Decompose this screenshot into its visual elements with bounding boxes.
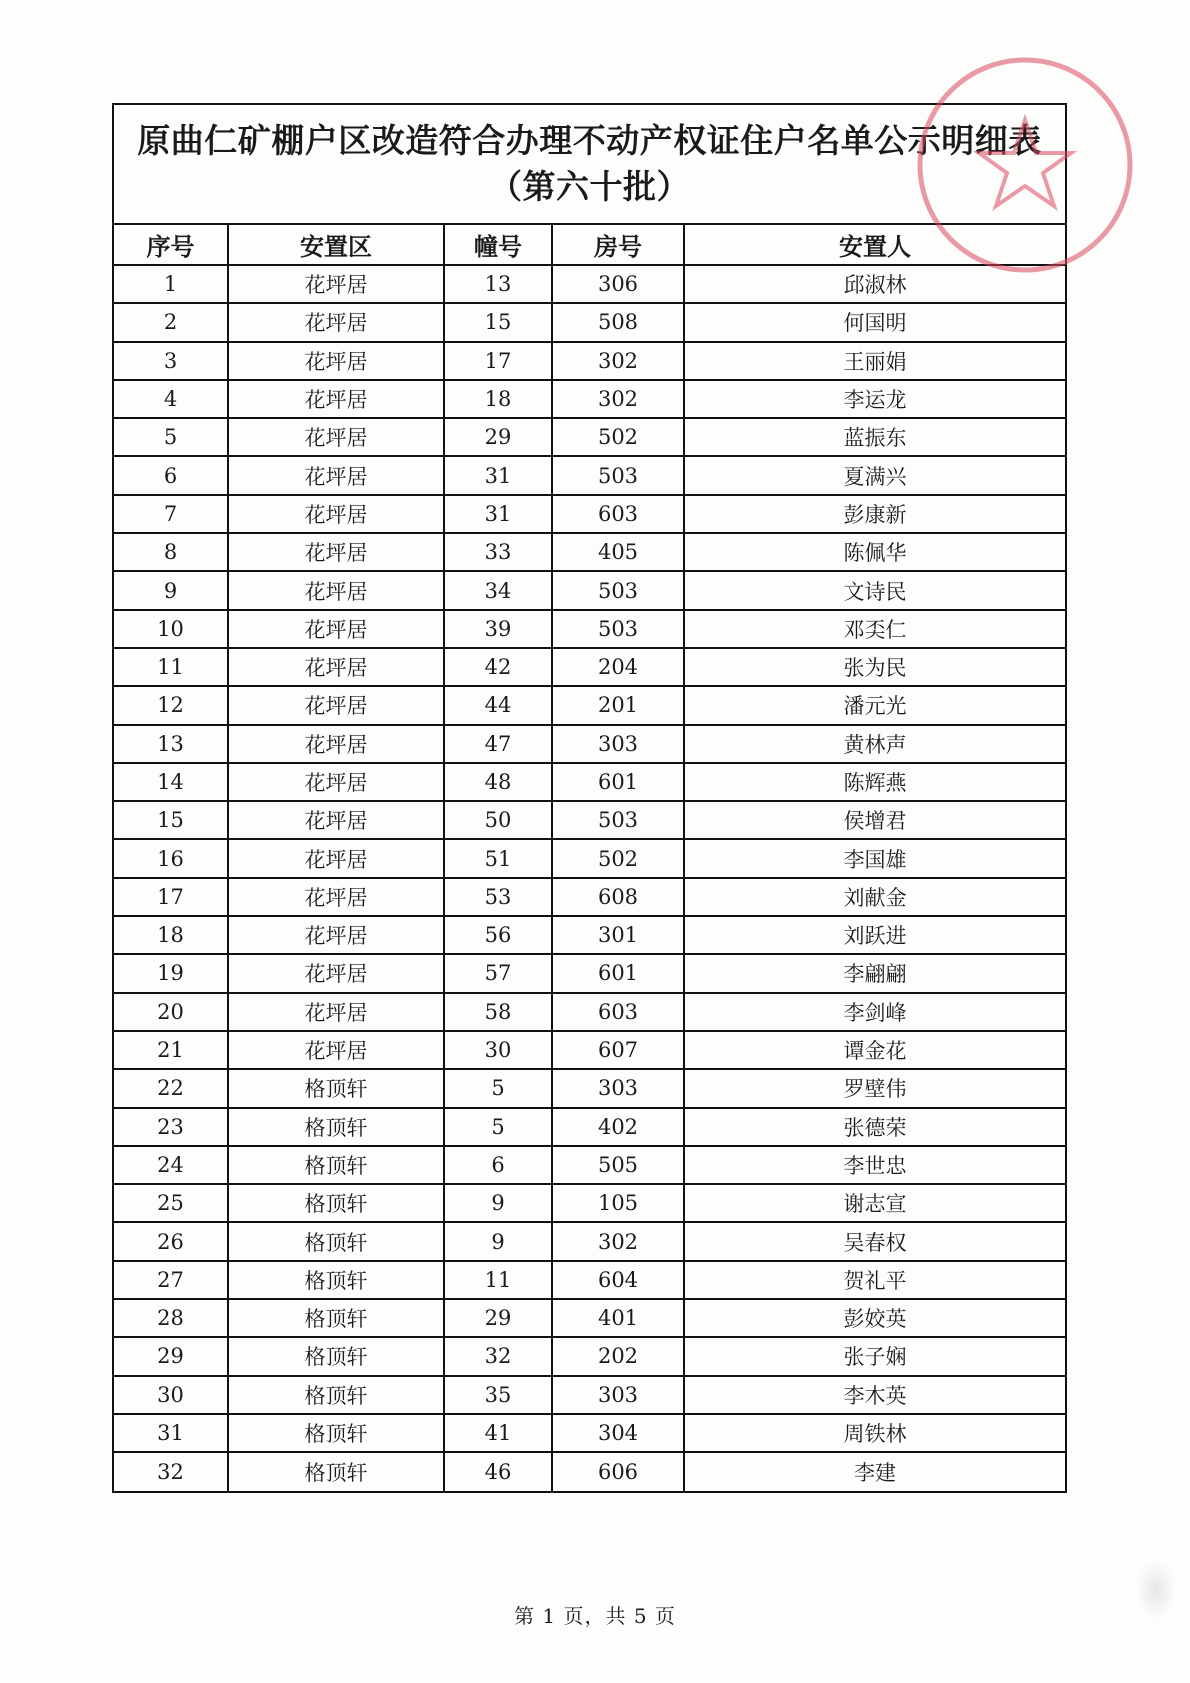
table-row — [114, 993, 1065, 1031]
resident-name-cell: 潘元光 — [684, 686, 1065, 724]
building-number-cell: 35 — [444, 1376, 552, 1414]
building-number-cell: 30 — [444, 1031, 552, 1069]
building-number-cell: 44 — [444, 686, 552, 724]
resettlement-area-cell: 格顶轩 — [228, 1376, 444, 1414]
building-number-cell: 47 — [444, 725, 552, 763]
room-number-cell: 202 — [552, 1337, 684, 1375]
table-row — [114, 342, 1065, 380]
resident-name-cell: 黄林声 — [684, 725, 1065, 763]
table-row — [114, 801, 1065, 839]
room-number-cell: 302 — [552, 342, 684, 380]
resident-name-cell: 张为民 — [684, 648, 1065, 686]
building-number-cell: 29 — [444, 1299, 552, 1337]
column-header: 幢号 — [444, 225, 552, 265]
resident-name-cell: 夏满兴 — [684, 456, 1065, 494]
building-number-cell: 9 — [444, 1222, 552, 1260]
roster-table — [114, 225, 1065, 1491]
table-row — [114, 648, 1065, 686]
resettlement-area-cell: 花坪居 — [228, 763, 444, 801]
building-number-cell: 9 — [444, 1184, 552, 1222]
resettlement-area-cell: 花坪居 — [228, 303, 444, 341]
room-number-cell: 105 — [552, 1184, 684, 1222]
room-number-cell: 604 — [552, 1261, 684, 1299]
table-row — [114, 686, 1065, 724]
resettlement-area-cell: 花坪居 — [228, 725, 444, 763]
resettlement-area-cell: 花坪居 — [228, 954, 444, 992]
row-index-cell: 22 — [114, 1069, 228, 1107]
building-number-cell: 31 — [444, 456, 552, 494]
table-row — [114, 1031, 1065, 1069]
building-number-cell: 32 — [444, 1337, 552, 1375]
row-index-cell: 27 — [114, 1261, 228, 1299]
row-index-cell: 31 — [114, 1414, 228, 1452]
resettlement-area-cell: 花坪居 — [228, 380, 444, 418]
row-index-cell: 26 — [114, 1222, 228, 1260]
room-number-cell: 303 — [552, 1069, 684, 1107]
building-number-cell: 39 — [444, 610, 552, 648]
resident-name-cell: 侯增君 — [684, 801, 1065, 839]
resettlement-area-cell: 格顶轩 — [228, 1069, 444, 1107]
resident-name-cell: 李建 — [854, 1460, 896, 1485]
room-number-cell: 306 — [552, 265, 684, 303]
table-row — [114, 725, 1065, 763]
row-index-cell: 25 — [114, 1184, 228, 1222]
room-number-cell: 503 — [552, 456, 684, 494]
room-number-cell: 503 — [552, 610, 684, 648]
resident-name-cell: 刘跃进 — [684, 916, 1065, 954]
building-number-cell: 48 — [444, 763, 552, 801]
row-index-cell: 23 — [114, 1108, 228, 1146]
resident-name-cell: 刘献金 — [684, 878, 1065, 916]
building-number-cell: 15 — [444, 303, 552, 341]
resettlement-area-cell: 格顶轩 — [228, 1108, 444, 1146]
row-index-cell: 15 — [114, 801, 228, 839]
table-row — [114, 916, 1065, 954]
resettlement-area-cell: 花坪居 — [228, 610, 444, 648]
row-index-cell: 20 — [114, 993, 228, 1031]
table-row — [114, 571, 1065, 609]
room-number-cell: 303 — [552, 1376, 684, 1414]
resettlement-area-cell: 花坪居 — [228, 456, 444, 494]
row-index-cell: 19 — [114, 954, 228, 992]
table-row — [114, 878, 1065, 916]
building-number-cell: 17 — [444, 342, 552, 380]
resettlement-area-cell: 格顶轩 — [228, 1414, 444, 1452]
row-index-cell: 28 — [114, 1299, 228, 1337]
resettlement-area-cell: 格顶轩 — [228, 1146, 444, 1184]
building-number-cell: 58 — [444, 993, 552, 1031]
table-row — [114, 1261, 1065, 1299]
table-body — [114, 265, 1065, 1491]
room-number-cell: 603 — [552, 993, 684, 1031]
table-row — [114, 418, 1065, 456]
table-row — [114, 265, 1065, 303]
row-index-cell: 1 — [114, 265, 228, 303]
building-number-cell: 50 — [444, 801, 552, 839]
resident-name-cell: 李世忠 — [684, 1146, 1065, 1184]
building-number-cell: 56 — [444, 916, 552, 954]
resettlement-area-cell: 格顶轩 — [228, 1222, 444, 1260]
table-row — [114, 954, 1065, 992]
building-number-cell: 31 — [444, 495, 552, 533]
room-number-cell: 303 — [552, 725, 684, 763]
resident-name-cell: 邱淑林 — [684, 265, 1065, 303]
table-row — [114, 1108, 1065, 1146]
building-number-cell: 29 — [444, 418, 552, 456]
room-number-cell: 204 — [552, 648, 684, 686]
resident-name-cell: 陈辉燕 — [684, 763, 1065, 801]
resident-name-cell: 李国雄 — [684, 839, 1065, 877]
resident-name-cell: 李运龙 — [684, 380, 1065, 418]
row-index-cell: 4 — [114, 380, 228, 418]
room-number-cell: 607 — [552, 1031, 684, 1069]
resident-name-cell: 张子娴 — [684, 1337, 1065, 1375]
row-index-cell: 17 — [114, 878, 228, 916]
resident-name-cell: 张德荣 — [684, 1108, 1065, 1146]
row-index-cell: 24 — [114, 1146, 228, 1184]
room-number-cell: 503 — [552, 571, 684, 609]
table-row — [114, 763, 1065, 801]
room-number-cell: 601 — [552, 763, 684, 801]
column-header: 安置区 — [228, 225, 444, 265]
room-number-cell: 401 — [552, 1299, 684, 1337]
row-index-cell: 5 — [114, 418, 228, 456]
building-number-cell: 42 — [444, 648, 552, 686]
resident-name-cell: 李木英 — [684, 1376, 1065, 1414]
row-index-cell: 10 — [114, 610, 228, 648]
room-number-cell: 508 — [552, 303, 684, 341]
room-number-cell: 304 — [552, 1414, 684, 1452]
building-number-cell: 5 — [444, 1069, 552, 1107]
resident-name-cell: 彭姣英 — [684, 1299, 1065, 1337]
resident-name-cell: 吴春权 — [684, 1222, 1065, 1260]
resident-name-cell: 王丽娟 — [684, 342, 1065, 380]
resident-name-cell: 贺礼平 — [684, 1261, 1065, 1299]
resident-name-cell: 彭康新 — [684, 495, 1065, 533]
resident-name-cell: 文诗民 — [684, 571, 1065, 609]
room-number-cell: 402 — [552, 1108, 684, 1146]
room-number-cell: 502 — [552, 418, 684, 456]
room-number-cell: 601 — [552, 954, 684, 992]
resettlement-area-cell: 花坪居 — [228, 533, 444, 571]
table-row — [114, 1452, 1065, 1490]
building-number-cell: 6 — [444, 1146, 552, 1184]
row-index-cell: 12 — [114, 686, 228, 724]
resident-name-cell: 李翩翩 — [684, 954, 1065, 992]
building-number-cell: 34 — [444, 571, 552, 609]
building-number-cell: 51 — [444, 839, 552, 877]
resettlement-area-cell: 格顶轩 — [228, 1184, 444, 1222]
room-number-cell: 201 — [552, 686, 684, 724]
table-row — [114, 495, 1065, 533]
table-row — [114, 1414, 1065, 1452]
room-number-cell: 405 — [552, 533, 684, 571]
room-number-cell: 502 — [552, 839, 684, 877]
resettlement-area-cell: 花坪居 — [228, 878, 444, 916]
room-number-cell: 608 — [552, 878, 684, 916]
resident-name-cell: 谢志宣 — [684, 1184, 1065, 1222]
resettlement-area-cell: 花坪居 — [228, 686, 444, 724]
row-index-cell: 6 — [114, 456, 228, 494]
building-number-cell: 33 — [444, 533, 552, 571]
row-index-cell: 18 — [114, 916, 228, 954]
roster-sheet — [112, 103, 1067, 1493]
resettlement-area-cell: 花坪居 — [228, 1031, 444, 1069]
resident-name-cell: 邓奀仁 — [684, 610, 1065, 648]
resettlement-area-cell: 花坪居 — [228, 993, 444, 1031]
document-title: 原曲仁矿棚户区改造符合办理不动产权证住户名单公示明细表（第六十批） — [114, 105, 1065, 225]
table-row — [114, 839, 1065, 877]
resident-name-cell: 李剑峰 — [684, 993, 1065, 1031]
table-row — [114, 303, 1065, 341]
table-row — [114, 1146, 1065, 1184]
resettlement-area-cell: 格顶轩 — [228, 1337, 444, 1375]
table-row — [114, 1299, 1065, 1337]
resettlement-area-cell: 格顶轩 — [228, 1299, 444, 1337]
resident-name-cell: 蓝振东 — [684, 418, 1065, 456]
row-index-cell: 14 — [114, 763, 228, 801]
row-index-cell: 8 — [114, 533, 228, 571]
resident-name-cell: 陈佩华 — [684, 533, 1065, 571]
resettlement-area-cell: 格顶轩 — [228, 1261, 444, 1299]
table-header-row — [114, 225, 1065, 265]
building-number-cell: 13 — [444, 265, 552, 303]
resettlement-area-cell: 花坪居 — [228, 265, 444, 303]
resettlement-area-cell: 花坪居 — [228, 342, 444, 380]
row-index-cell: 30 — [114, 1376, 228, 1414]
table-row — [114, 1337, 1065, 1375]
row-index-cell: 7 — [114, 495, 228, 533]
row-index-cell: 16 — [114, 839, 228, 877]
table-row — [114, 610, 1065, 648]
room-number-cell: 302 — [552, 1222, 684, 1260]
resettlement-area-cell: 格顶轩 — [228, 1452, 444, 1490]
table-row — [114, 380, 1065, 418]
table-row — [114, 1376, 1065, 1414]
resettlement-area-cell: 花坪居 — [228, 648, 444, 686]
table-row — [114, 456, 1065, 494]
resettlement-area-cell: 花坪居 — [228, 801, 444, 839]
row-index-cell: 2 — [114, 303, 228, 341]
column-header: 序号 — [114, 225, 228, 265]
table-row — [114, 1069, 1065, 1107]
resident-name-cell: 谭金花 — [684, 1031, 1065, 1069]
room-number-cell: 606 — [552, 1452, 684, 1490]
resident-name-cell: 周铁林 — [684, 1414, 1065, 1452]
building-number-cell: 53 — [444, 878, 552, 916]
column-header: 安置人 — [684, 225, 1065, 265]
room-number-cell: 603 — [552, 495, 684, 533]
resident-name-cell: 何国明 — [684, 303, 1065, 341]
resettlement-area-cell: 花坪居 — [228, 916, 444, 954]
row-index-cell: 9 — [114, 571, 228, 609]
room-number-cell: 503 — [552, 801, 684, 839]
row-index-cell: 29 — [114, 1337, 228, 1375]
building-number-cell: 57 — [444, 954, 552, 992]
resident-name-cell: 罗壁伟 — [684, 1069, 1065, 1107]
resettlement-area-cell: 花坪居 — [228, 571, 444, 609]
building-number-cell: 41 — [444, 1414, 552, 1452]
room-number-cell: 505 — [552, 1146, 684, 1184]
building-number-cell: 46 — [444, 1452, 552, 1490]
column-header: 房号 — [552, 225, 684, 265]
resettlement-area-cell: 花坪居 — [228, 418, 444, 456]
row-index-cell: 11 — [114, 648, 228, 686]
building-number-cell: 11 — [444, 1261, 552, 1299]
building-number-cell: 18 — [444, 380, 552, 418]
resettlement-area-cell: 花坪居 — [228, 495, 444, 533]
table-row — [114, 533, 1065, 571]
room-number-cell: 301 — [552, 916, 684, 954]
table-row — [114, 1222, 1065, 1260]
room-number-cell: 302 — [552, 380, 684, 418]
row-index-cell: 32 — [114, 1452, 228, 1490]
resettlement-area-cell: 花坪居 — [228, 839, 444, 877]
table-row — [114, 1184, 1065, 1222]
row-index-cell: 13 — [114, 725, 228, 763]
row-index-cell: 21 — [114, 1031, 228, 1069]
building-number-cell: 5 — [444, 1108, 552, 1146]
page-number: 第 1 页，共 5 页 — [514, 1604, 676, 1628]
row-index-cell: 3 — [114, 342, 228, 380]
